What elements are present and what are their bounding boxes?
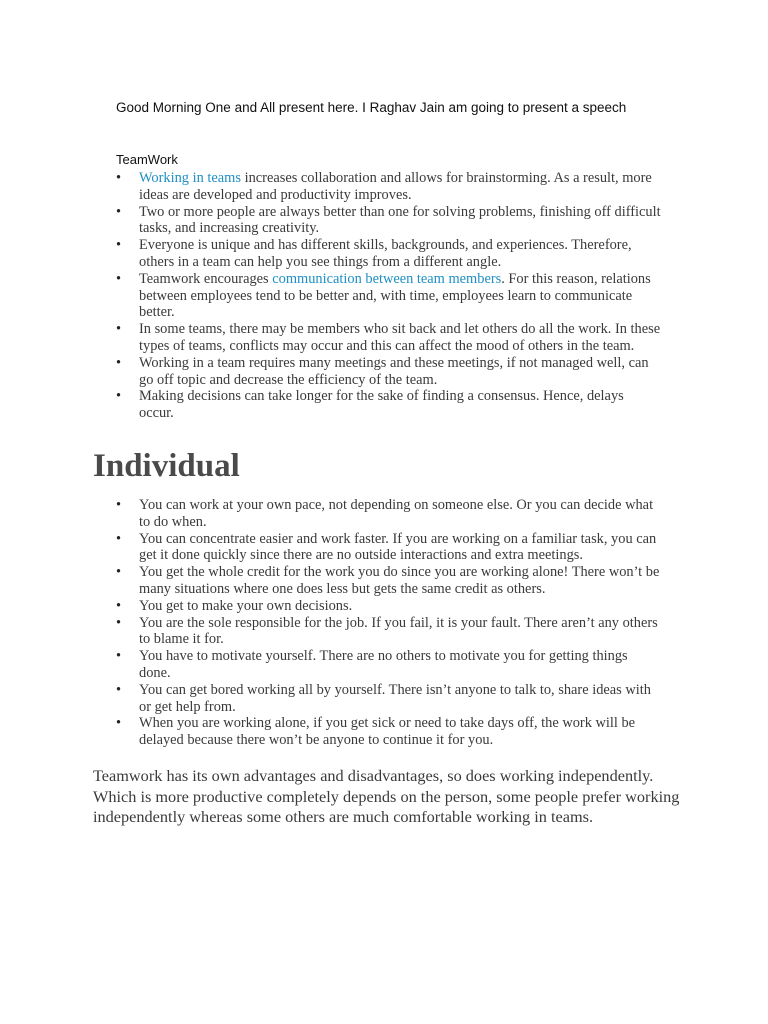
teamwork-item-text: . For this reason, relations between employees tend to be better and, with time, employees learn to communicate better.: [139, 270, 651, 321]
communication-link[interactable]: communication between team members: [272, 270, 502, 287]
individual-item: • You have to motivate yourself. There are no others to motivate you for getting things done.: [116, 648, 661, 682]
individual-item: • You can concentrate easier and work faster. If you are working on a familiar task, you can get it done quickly since there are no outside interactions and extra meetings.: [116, 531, 661, 565]
individual-item: • You get to make your own decisions.: [116, 598, 661, 615]
individual-item: • You are the sole responsible for the job. If you fail, it is your fault. There aren’t any others to blame it for.: [116, 615, 661, 649]
teamwork-item-text: Two or more people are always better than one for solving problems, finishing off difficult tasks, and increasing creativity.: [139, 203, 661, 237]
teamwork-heading: TeamWork: [116, 152, 178, 167]
teamwork-item: [116, 271, 661, 321]
individual-heading: Individual: [93, 448, 240, 484]
teamwork-item-text: In some teams, there may be members who sit back and let others do all the work. In these types of teams, conflicts may occur and this can affect the mood of others in the team.: [139, 321, 661, 354]
teamwork-item: [116, 237, 661, 271]
teamwork-list: [116, 170, 661, 422]
intro-line: Good Morning One and All present here. I Raghav Jain am going to present a speech: [116, 99, 627, 115]
teamwork-item-text: Working in a team requires many meetings and these meetings, if not managed well, can go off topic and decrease the efficiency of the team.: [139, 354, 649, 388]
teamwork-item: [116, 170, 661, 204]
teamwork-item-text: Making decisions can take longer for the sake of finding a consensus. Hence, delays occur.: [139, 388, 624, 422]
individual-item: • When you are working alone, if you get sick or need to take days off, the work will be delayed because there won’t be anyone to continue it for you.: [116, 715, 661, 749]
teamwork-item: [116, 321, 661, 355]
teamwork-item-text: Teamwork encourages: [139, 270, 273, 287]
individual-item: • You can work at your own pace, not depending on someone else. Or you can decide what to do when.: [116, 497, 661, 531]
individual-item: • You get the whole credit for the work you do since you are working alone! There won’t be many situations where one does less but gets the same credit as others.: [116, 564, 661, 598]
individual-list: [116, 497, 661, 749]
teamwork-item: [116, 204, 661, 238]
teamwork-item-text: increases collaboration and allows for brainstorming. As a result, more ideas are developed and productivity improves.: [139, 170, 652, 203]
teamwork-item-text: Everyone is unique and has different skills, backgrounds, and experiences. Therefore, others in a team can help you see things from a different angle.: [139, 237, 632, 270]
individual-item: • You can get bored working all by yourself. There isn’t anyone to talk to, share ideas with or get help from.: [116, 682, 661, 716]
teamwork-item: [116, 388, 661, 422]
working-in-teams-link[interactable]: Working in teams: [139, 170, 241, 186]
teamwork-item: [116, 355, 661, 389]
conclusion-paragraph: Teamwork has its own advantages and disadvantages, so does working independently. Which is more productive completely depends on the person, some people prefer working independently whereas some others are much comfortable working in teams.: [93, 766, 680, 826]
